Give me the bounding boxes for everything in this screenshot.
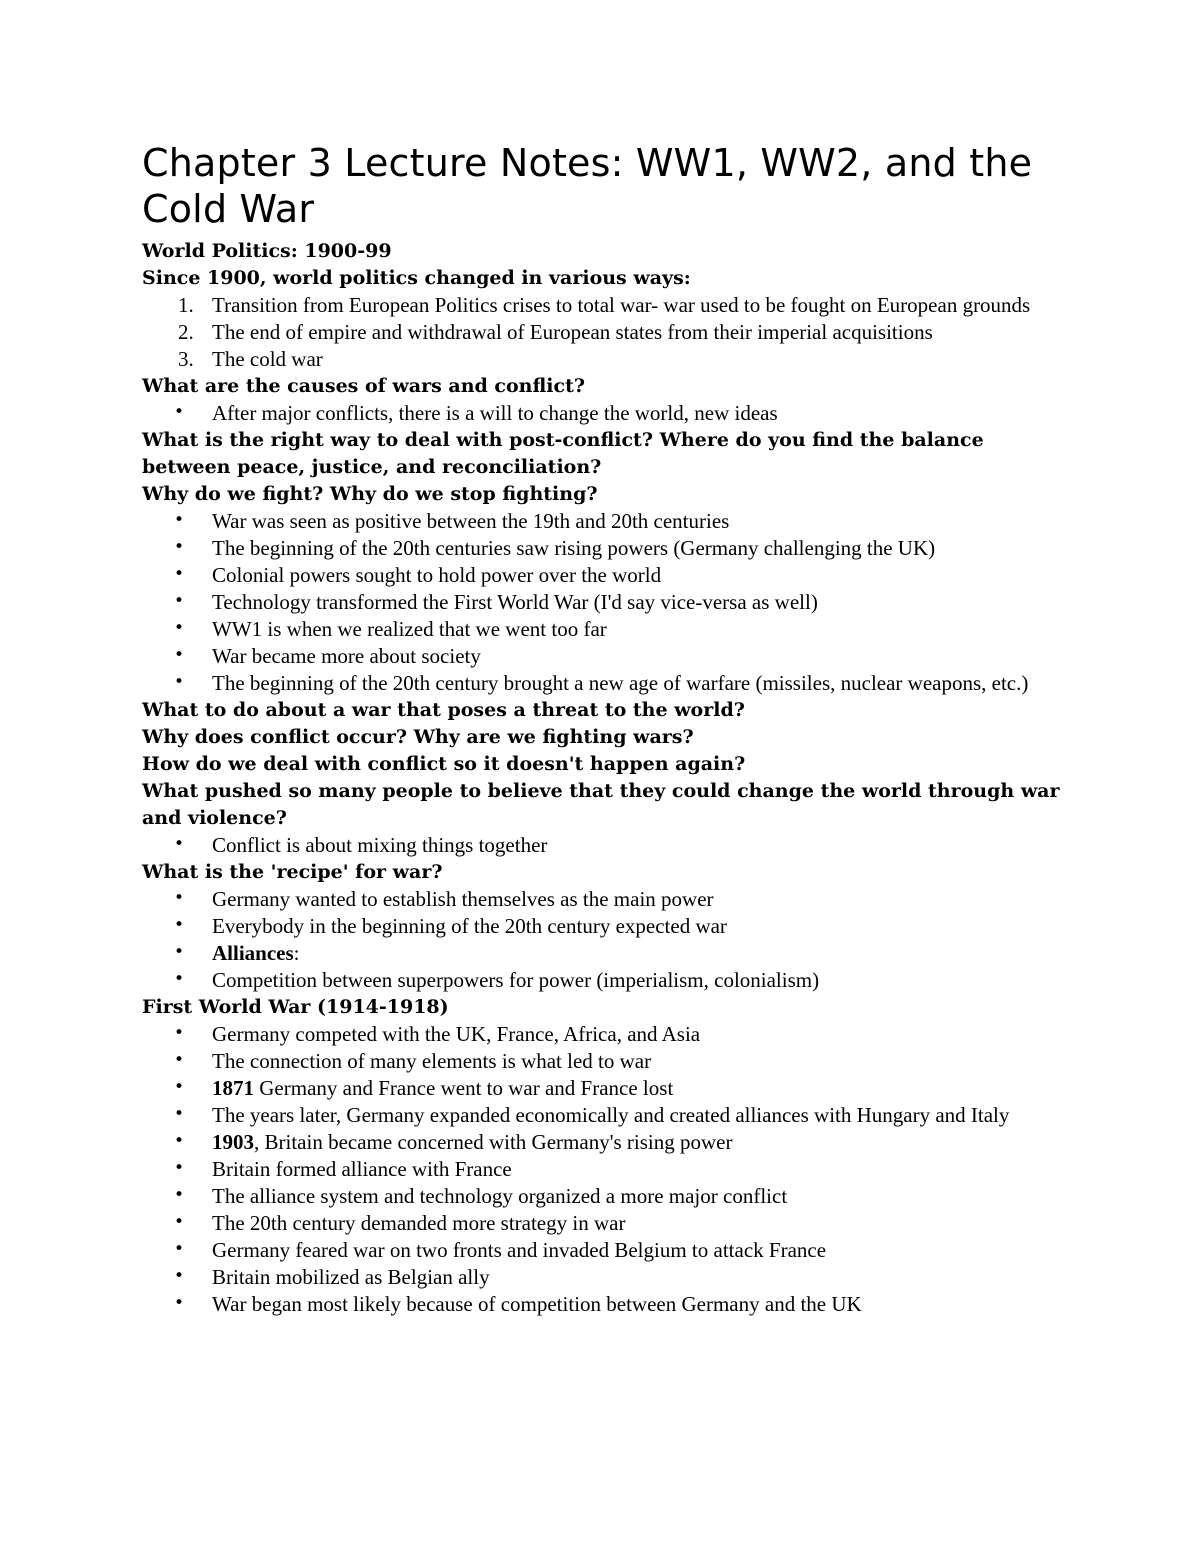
item-text: The beginning of the 20th centuries saw rising powers (Germany challenging the UK): [212, 536, 936, 560]
bullet-icon: •: [174, 1158, 185, 1178]
bullet-icon: •: [174, 1239, 185, 1259]
bullet-icon: •: [174, 1077, 185, 1097]
bullet-item: [142, 967, 1072, 994]
item-text: WW1 is when we realized that we went too far: [212, 617, 607, 641]
section: [142, 778, 1072, 859]
bullet-icon: •: [174, 1266, 185, 1286]
section-heading: What to do about a war that poses a threat to the world?: [142, 699, 745, 721]
item-text: After major conflicts, there is a will to change the world, new ideas: [212, 401, 778, 425]
item-emphasis: 1871: [212, 1076, 254, 1100]
section: [142, 697, 1072, 724]
bullet-icon: •: [174, 1293, 185, 1313]
bullet-item: [142, 886, 1072, 913]
item-text: Everybody in the beginning of the 20th century expected war: [212, 914, 727, 938]
bullet-icon: •: [174, 402, 185, 422]
bullet-icon: •: [174, 1185, 185, 1205]
item-text: The connection of many elements is what led to war: [212, 1049, 652, 1073]
item-text: The beginning of the 20th century brought a new age of warfare (missiles, nuclear weapons, etc.): [212, 671, 1029, 695]
bullet-item: [142, 670, 1072, 697]
numbered-item: [142, 319, 1072, 346]
bullet-icon: •: [174, 1131, 185, 1151]
bullet-item: [142, 1183, 1072, 1210]
section-heading: What is the right way to deal with post-conflict? Where do you find the balance between peace, justice, and reconciliation?: [142, 429, 984, 478]
section-heading: What pushed so many people to believe that they could change the world through war and violence?: [142, 780, 1060, 829]
item-text: The 20th century demanded more strategy in war: [212, 1211, 626, 1235]
bullet-item: [142, 589, 1072, 616]
item-text: War began most likely because of competition between Germany and the UK: [212, 1292, 862, 1316]
section: [142, 427, 1072, 481]
bullet-icon: •: [174, 618, 185, 638]
section-heading: Since 1900, world politics changed in various ways:: [142, 267, 691, 289]
item-number: 2.: [178, 320, 194, 344]
bullet-item: [142, 1048, 1072, 1075]
bullet-list: [142, 832, 1072, 859]
bullet-item: [142, 832, 1072, 859]
bullet-icon: •: [174, 888, 185, 908]
item-text: Germany wanted to establish themselves as the main power: [212, 887, 714, 911]
section: [142, 265, 1072, 373]
item-text: Germany competed with the UK, France, Africa, and Asia: [212, 1022, 701, 1046]
bullet-item: [142, 1129, 1072, 1156]
bullet-icon: •: [174, 1050, 185, 1070]
bullet-item: [142, 1291, 1072, 1318]
item-emphasis: 1903: [212, 1130, 254, 1154]
section: [142, 994, 1072, 1318]
section-heading: Why does conflict occur? Why are we fighting wars?: [142, 726, 694, 748]
item-emphasis: Alliances: [212, 941, 294, 965]
item-number: 1.: [178, 293, 194, 317]
item-text: War became more about society: [212, 644, 481, 668]
item-text: The years later, Germany expanded economically and created alliances with Hungary and Italy: [212, 1103, 1010, 1127]
bullet-icon: •: [174, 672, 185, 692]
section-heading: Why do we fight? Why do we stop fighting?: [142, 483, 598, 505]
item-text: Competition between superpowers for power (imperialism, colonialism): [212, 968, 820, 992]
item-text: War was seen as positive between the 19th and 20th centuries: [212, 509, 730, 533]
item-text: The cold war: [212, 347, 323, 371]
bullet-item: [142, 508, 1072, 535]
item-text: , Britain became concerned with Germany's rising power: [254, 1130, 733, 1154]
notes-sections: [142, 238, 1072, 1318]
bullet-item: [142, 1210, 1072, 1237]
bullet-icon: •: [174, 564, 185, 584]
bullet-icon: •: [174, 915, 185, 935]
numbered-list: [142, 292, 1072, 373]
numbered-item: [142, 346, 1072, 373]
section: [142, 859, 1072, 994]
section: [142, 751, 1072, 778]
bullet-icon: •: [174, 591, 185, 611]
item-text: The alliance system and technology organized a more major conflict: [212, 1184, 788, 1208]
item-text: Britain mobilized as Belgian ally: [212, 1265, 490, 1289]
item-text: :: [293, 941, 300, 965]
bullet-item: [142, 913, 1072, 940]
bullet-icon: •: [174, 834, 185, 854]
section-heading: How do we deal with conflict so it doesn't happen again?: [142, 753, 746, 775]
bullet-list: [142, 400, 1072, 427]
section: [142, 481, 1072, 697]
section: [142, 238, 1072, 265]
bullet-icon: •: [174, 1212, 185, 1232]
bullet-item: [142, 562, 1072, 589]
item-text: Colonial powers sought to hold power over the world: [212, 563, 662, 587]
bullet-item: [142, 1075, 1072, 1102]
bullet-item: [142, 1264, 1072, 1291]
document-body: [142, 140, 1072, 1318]
item-text: Germany and France went to war and France lost: [254, 1076, 674, 1100]
bullet-icon: •: [174, 510, 185, 530]
bullet-icon: •: [174, 1023, 185, 1043]
bullet-icon: •: [174, 942, 185, 962]
item-text: Germany feared war on two fronts and invaded Belgium to attack France: [212, 1238, 827, 1262]
bullet-item: [142, 643, 1072, 670]
bullet-list: [142, 1021, 1072, 1318]
bullet-icon: •: [174, 645, 185, 665]
section-heading: What is the 'recipe' for war?: [142, 861, 443, 883]
item-text: Technology transformed the First World War (I'd say vice-versa as well): [212, 590, 818, 614]
bullet-item: [142, 616, 1072, 643]
item-text: Britain formed alliance with France: [212, 1157, 512, 1181]
item-number: 3.: [178, 347, 194, 371]
bullet-item: [142, 400, 1072, 427]
bullet-list: [142, 508, 1072, 697]
bullet-icon: •: [174, 537, 185, 557]
bullet-list: [142, 886, 1072, 994]
item-text: Transition from European Politics crises to total war- war used to be fought on European grounds: [212, 293, 1031, 317]
bullet-item: [142, 1021, 1072, 1048]
bullet-icon: •: [174, 1104, 185, 1124]
item-text: The end of empire and withdrawal of European states from their imperial acquisitions: [212, 320, 933, 344]
numbered-item: [142, 292, 1072, 319]
section-heading: First World War (1914-1918): [142, 996, 449, 1018]
document-title: Chapter 3 Lecture Notes: WW1, WW2, and the Cold War: [142, 141, 1033, 231]
bullet-item: [142, 1156, 1072, 1183]
bullet-item: [142, 535, 1072, 562]
section: [142, 373, 1072, 427]
section-heading: What are the causes of wars and conflict?: [142, 375, 586, 397]
section: [142, 724, 1072, 751]
section-heading: World Politics: 1900-99: [142, 240, 392, 262]
bullet-item: [142, 940, 1072, 967]
bullet-icon: •: [174, 969, 185, 989]
bullet-item: [142, 1237, 1072, 1264]
item-text: Conflict is about mixing things together: [212, 833, 548, 857]
bullet-item: [142, 1102, 1072, 1129]
